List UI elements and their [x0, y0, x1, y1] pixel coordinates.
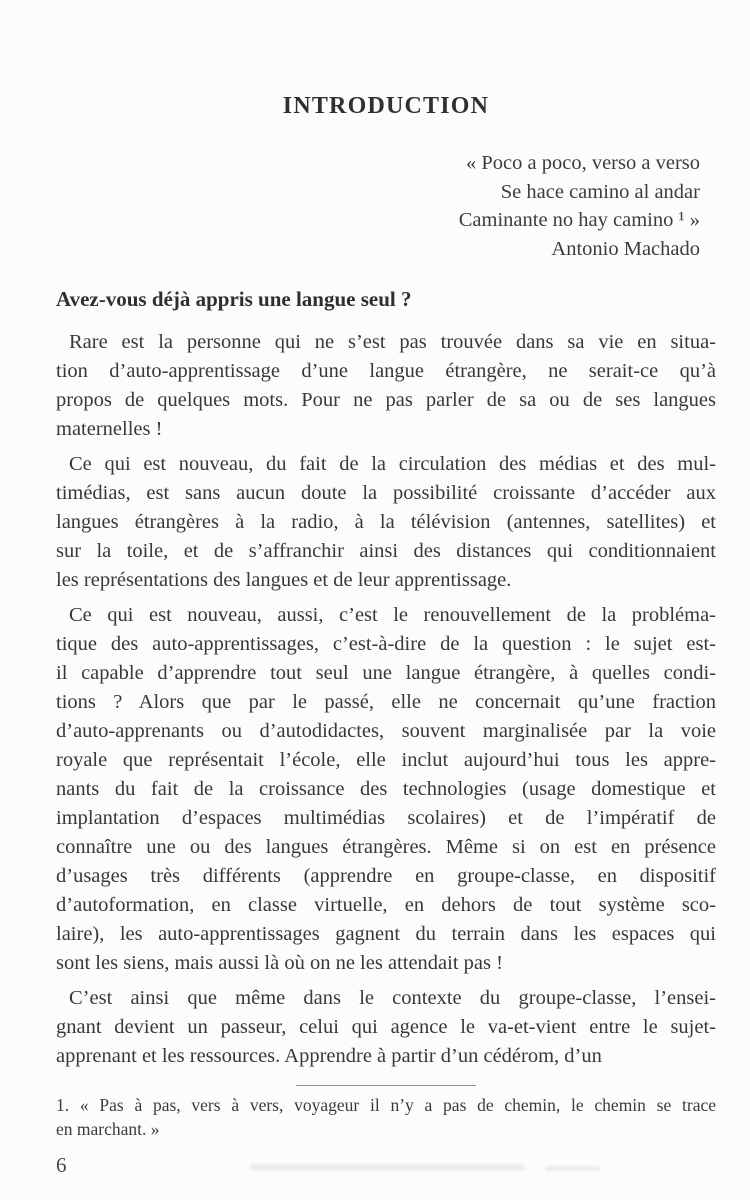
- text-line: timédias, est sans aucun doute la possibilité croissante d’accéder aux: [56, 482, 716, 504]
- text-line: maternelles !: [56, 418, 163, 440]
- epigraph-quote: [56, 149, 716, 263]
- text-line: Ce qui est nouveau, du fait de la circulation des médias et des mul-: [69, 453, 716, 475]
- text-line: Antonio Machado: [551, 237, 700, 260]
- text-line: il capable d’apprendre tout seul une langue étrangère, à quelles condi-: [56, 662, 716, 684]
- text-line: d’usages très différents (apprendre en groupe-classe, en dispositif: [56, 865, 716, 887]
- text-line: royale que représentait l’école, elle inclut aujourd’hui tous les appre-: [56, 749, 716, 771]
- text-line: tion d’auto-apprentissage d’une langue étrangère, ne serait-ce qu’à: [56, 360, 716, 382]
- text-line: 1. « Pas à pas, vers à vers, voyageur il n’y a pas de chemin, le chemin se trace: [56, 1095, 716, 1115]
- text-line: laire), les auto-apprentissages gagnent du terrain dans les espaces qui: [56, 923, 716, 945]
- body-paragraph-4: [56, 984, 716, 1071]
- scan-smudge-artifact: [250, 1164, 525, 1171]
- text-line: d’auto-apprenants ou d’autodidactes, souvent marginalisée par la voie: [56, 720, 716, 742]
- text-line: « Poco a poco, verso a verso: [466, 152, 700, 174]
- text-line: d’autoformation, en classe virtuelle, en dehors de tout système sco-: [56, 894, 716, 916]
- body-paragraph-3: [56, 601, 716, 978]
- text-line: les représentations des langues et de leur apprentissage.: [56, 569, 512, 591]
- chapter-title: INTRODUCTION: [282, 93, 490, 119]
- text-line: C’est ainsi que même dans le contexte du groupe-classe, l’ensei-: [69, 987, 716, 1009]
- text-line: Ce qui est nouveau, aussi, c’est le renouvellement de la probléma-: [69, 604, 716, 626]
- footnote-text: [56, 1094, 716, 1141]
- section-heading: Avez-vous déjà appris une langue seul ?: [56, 287, 412, 311]
- text-block: [56, 0, 716, 1178]
- text-line: Rare est la personne qui ne s’est pas trouvée dans sa vie en situa-: [69, 331, 716, 353]
- footnote-rule: [296, 1085, 476, 1086]
- body-paragraph-2: [56, 450, 716, 595]
- page-number: 6: [56, 1153, 67, 1177]
- text-line: nants du fait de la croissance des technologies (usage domestique et: [56, 778, 716, 800]
- text-line: connaître une ou des langues étrangères. Même si on est en présence: [56, 836, 716, 858]
- text-line: sur la toile, et de s’affranchir ainsi des distances qui conditionnaient: [56, 540, 716, 562]
- text-line: tions ? Alors que par le passé, elle ne concernait qu’une fraction: [56, 691, 716, 713]
- text-line: sont les siens, mais aussi là où on ne les attendait pas !: [56, 952, 503, 974]
- text-line: apprenant et les ressources. Apprendre à partir d’un cédérom, d’un: [56, 1045, 602, 1067]
- text-line: Se hace camino al andar: [500, 180, 700, 203]
- text-line: en marchant. »: [56, 1118, 160, 1139]
- text-line: Caminante no hay camino ¹ »: [458, 209, 700, 231]
- text-line: propos de quelques mots. Pour ne pas parler de sa ou de ses langues: [56, 389, 716, 411]
- scan-smudge-artifact: [545, 1166, 600, 1171]
- text-line: implantation d’espaces multimédias scolaires) et de l’impératif de: [56, 807, 716, 829]
- body-paragraph-1: [56, 328, 716, 444]
- text-line: tique des auto-apprentissages, c’est-à-dire de la question : le sujet est-: [56, 633, 716, 655]
- text-line: langues étrangères à la radio, à la télévision (antennes, satellites) et: [56, 511, 716, 533]
- text-line: gnant devient un passeur, celui qui agence le va-et-vient entre le sujet-: [56, 1016, 716, 1038]
